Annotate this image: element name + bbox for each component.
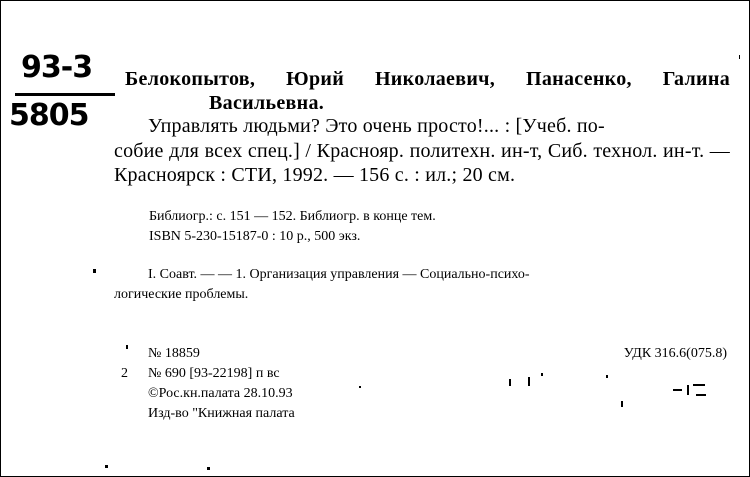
scan-speck — [739, 55, 740, 59]
title-line-2: собие для всех спец.] / Краснояр. политехн. ин-т, Сиб. — [114, 139, 588, 162]
accession-block — [121, 344, 295, 424]
publisher-line: Изд-во "Книжная палата — [148, 406, 295, 421]
author-word: Панасенко, — [525, 68, 632, 90]
scan-speck — [621, 401, 623, 407]
author-heading-line1 — [125, 67, 730, 91]
scan-speck — [105, 465, 108, 468]
bibliography-note: Библиогр.: с. 151 — 152. Библиогр. в конце тем. — [149, 209, 436, 224]
tracings-line-1: I. Соавт. — — 1. Организация управления — Социально-психо- — [148, 267, 530, 282]
accession-number: № 18859 — [148, 346, 200, 361]
author-word: Галина — [662, 68, 730, 90]
title-line-4: ил.; 20 см. — [425, 164, 516, 186]
accession-row — [121, 384, 295, 404]
scan-speck — [541, 373, 543, 376]
scan-speck — [509, 379, 511, 386]
scan-speck — [606, 375, 608, 378]
title-line-3: технол. ин-т. — Красноярск : СТИ, 1992. — 156 с. : — [114, 139, 731, 186]
author-word: Белокопытов, — [125, 68, 256, 90]
scan-speck — [207, 467, 210, 470]
author-word: Николаевич, — [374, 68, 496, 90]
scan-speck — [93, 269, 96, 273]
accession-row — [121, 344, 295, 364]
accession-row — [121, 404, 295, 424]
scan-speck — [528, 377, 530, 386]
author-heading-line2: Васильевна. — [209, 92, 325, 114]
handwritten-rule — [15, 93, 115, 96]
udc-code: УДК 316.6(075.8) — [623, 346, 727, 361]
scan-speck — [126, 345, 128, 349]
accession-row — [121, 364, 295, 384]
accession-mark: 2 — [121, 366, 128, 381]
scan-speck — [673, 389, 682, 391]
author-word: Юрий — [286, 68, 345, 90]
title-description — [114, 114, 730, 188]
chamber-stamp: ©Рос.кн.палата 28.10.93 — [148, 386, 293, 401]
handwritten-shelfmark-bottom: 5805 — [9, 98, 89, 133]
scan-speck — [359, 386, 361, 388]
notes — [149, 207, 436, 247]
scan-speck — [687, 385, 689, 395]
scan-speck — [693, 384, 705, 386]
subject-tracings — [114, 265, 730, 305]
isbn-note: ISBN 5-230-15187-0 : 10 р., 500 экз. — [149, 229, 361, 244]
scan-speck — [696, 394, 706, 396]
accession-number: № 690 [93-22198] п вс — [148, 366, 280, 381]
tracings-line-2: логические проблемы. — [114, 287, 249, 302]
author-heading — [125, 67, 730, 115]
handwritten-shelfmark-top: 93-3 — [21, 50, 93, 85]
title-line-1: Управлять людьми? Это очень просто!... : [Учеб. по- — [148, 115, 605, 137]
